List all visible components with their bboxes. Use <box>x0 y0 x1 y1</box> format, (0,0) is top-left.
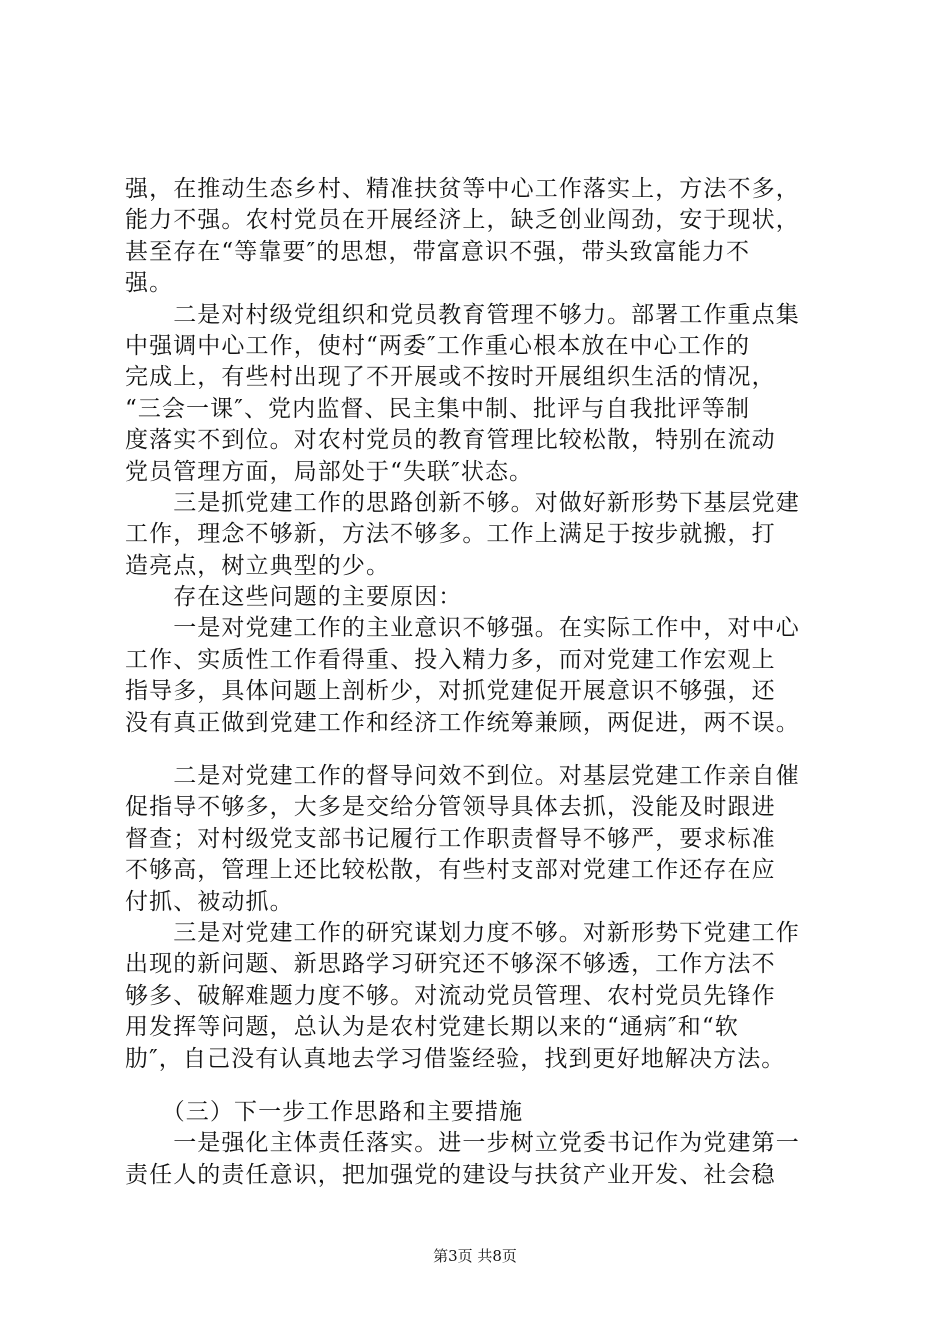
text-line: 党员管理方面，局部处于“失联″状态。 <box>125 458 534 485</box>
text-line: 三是抓党建工作的思路创新不够。对做好新形势下基层党建 <box>125 489 800 516</box>
text-line: 肋″，自己没有认真地去学习借鉴经验，找到更好地解决方法。 <box>125 1045 786 1072</box>
text-line: 够多、破解难题力度不够。对流动党员管理、农村党员先锋作 <box>125 982 776 1009</box>
text-line: 完成上，有些村出现了不开展或不按时开展组织生活的情况， <box>125 364 776 391</box>
text-line: 中强调中心工作，使村“两委″工作重心根本放在中心工作的 <box>125 332 751 359</box>
text-line: “三会一课″、党内监督、民主集中制、批评与自我批评等制 <box>125 395 751 422</box>
text-line: 一是对党建工作的主业意识不够强。在实际工作中，对中心 <box>125 615 800 642</box>
text-line <box>125 1075 830 1097</box>
text-line: 指导多，具体问题上剖析少，对抓党建促开展意识不够强，还 <box>125 678 776 705</box>
text-line: 度落实不到位。对农村党员的教育管理比较松散，特别在流动 <box>125 427 776 454</box>
text-line: 三是对党建工作的研究谋划力度不够。对新形势下党建工作 <box>125 919 800 946</box>
text-line: 没有真正做到党建工作和经济工作统筹兼顾，两促进，两不误。 <box>125 709 800 736</box>
text-line: 不够高，管理上还比较松散，有些村支部对党建工作还存在应 <box>125 857 776 884</box>
text-line: 强。 <box>125 270 174 297</box>
text-line: 责任人的责任意识，把加强党的建设与扶贫产业开发、社会稳 <box>125 1161 776 1188</box>
text-line: 用发挥等问题，总认为是农村党建长期以来的“通病″和“软 <box>125 1014 739 1041</box>
text-line: 工作、实质性工作看得重、投入精力多，而对党建工作宏观上 <box>125 646 776 673</box>
text-line: 二是对党建工作的督导问效不到位。对基层党建工作亲自催 <box>125 763 800 790</box>
text-line: 造亮点，树立典型的少。 <box>125 552 391 579</box>
text-line: （三）下一步工作思路和主要措施 <box>125 1098 524 1125</box>
text-line: 督查；对村级党支部书记履行工作职责督导不够严，要求标准 <box>125 825 776 852</box>
text-line: 工作，理念不够新，方法不够多。工作上满足于按步就搬，打 <box>125 521 776 548</box>
text-line: 二是对村级党组织和党员教育管理不够力。部署工作重点集 <box>125 301 800 328</box>
text-line: 能力不强。农村党员在开展经济上，缺乏创业闯劲，安于现状， <box>125 207 800 234</box>
text-line: 一是强化主体责任落实。进一步树立党委书记作为党建第一 <box>125 1130 800 1157</box>
text-line: 存在这些问题的主要原因： <box>125 584 463 611</box>
text-line: 促指导不够多，大多是交给分管领导具体去抓，没能及时跟进 <box>125 794 776 821</box>
text-line <box>125 739 830 761</box>
text-line: 强，在推动生态乡村、精准扶贫等中心工作落实上，方法不多， <box>125 176 800 202</box>
text-line: 出现的新问题、新思路学习研究还不够深不够透，工作方法不 <box>125 951 776 978</box>
page-footer: 第3页 共8页 <box>433 1247 517 1265</box>
text-line: 付抓、被动抓。 <box>125 888 294 915</box>
text-line: 甚至存在“等靠要″的思想，带富意识不强，带头致富能力不 <box>125 238 751 265</box>
body-text <box>125 174 830 1191</box>
